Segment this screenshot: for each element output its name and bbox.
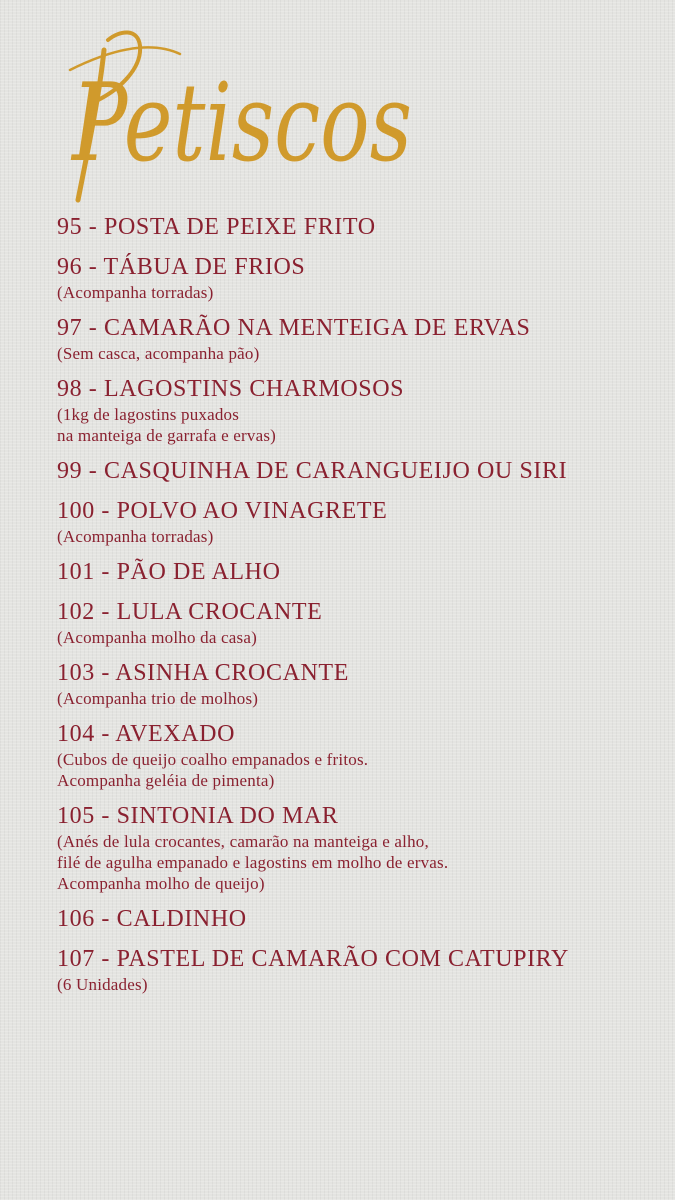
menu-item-name: 104 - AVEXADO bbox=[57, 721, 236, 747]
menu-item-name: 100 - POLVO AO VINAGRETE bbox=[57, 498, 388, 524]
menu-item bbox=[57, 557, 657, 587]
menu-item bbox=[57, 597, 657, 648]
menu-item-name: 106 - CALDINHO bbox=[57, 906, 247, 932]
menu-item-description: (Acompanha molho da casa) bbox=[57, 628, 257, 647]
menu-item-name: 107 - PASTEL DE CAMARÃO COM CATUPIRY bbox=[57, 946, 569, 972]
menu-list bbox=[57, 212, 657, 1005]
menu-title-text: Petiscos bbox=[70, 61, 413, 186]
menu-item-description: (Acompanha torradas) bbox=[57, 283, 214, 302]
menu-item-description: Acompanha molho de queijo) bbox=[57, 874, 265, 893]
menu-item-name: 98 - LAGOSTINS CHARMOSOS bbox=[57, 376, 405, 402]
menu-item-description: (Anés de lula crocantes, camarão na manteiga e alho, bbox=[57, 832, 429, 851]
menu-item-name: 102 - LULA CROCANTE bbox=[57, 599, 323, 625]
menu-item-name: 96 - TÁBUA DE FRIOS bbox=[57, 254, 306, 280]
menu-item-name: 105 - SINTONIA DO MAR bbox=[57, 803, 339, 829]
menu-item-name: 95 - POSTA DE PEIXE FRITO bbox=[57, 214, 376, 240]
menu-title-script bbox=[50, 10, 430, 220]
menu-item bbox=[57, 313, 657, 364]
menu-item-description: (1kg de lagostins puxados bbox=[57, 405, 240, 424]
menu-item-description: (6 Unidades) bbox=[57, 975, 148, 994]
menu-item-description: (Sem casca, acompanha pão) bbox=[57, 344, 260, 363]
menu-item-description: (Cubos de queijo coalho empanados e fritos. bbox=[57, 750, 369, 769]
menu-item-name: 101 - PÃO DE ALHO bbox=[57, 559, 281, 585]
menu-item-name: 97 - CAMARÃO NA MENTEIGA DE ERVAS bbox=[57, 315, 531, 341]
menu-item bbox=[57, 801, 657, 894]
menu-item bbox=[57, 719, 657, 791]
menu-item-description: Acompanha geléia de pimenta) bbox=[57, 771, 275, 790]
menu-item bbox=[57, 252, 657, 303]
menu-item-name: 99 - CASQUINHA DE CARANGUEIJO OU SIRI bbox=[57, 458, 568, 484]
menu-item bbox=[57, 904, 657, 934]
menu-item bbox=[57, 944, 657, 995]
menu-title bbox=[50, 10, 430, 220]
menu-item-description: filé de agulha empanado e lagostins em molho de ervas. bbox=[57, 853, 449, 872]
menu-item bbox=[57, 456, 657, 486]
menu-item-description: na manteiga de garrafa e ervas) bbox=[57, 426, 277, 445]
menu-item bbox=[57, 658, 657, 709]
menu-item bbox=[57, 374, 657, 446]
menu-item-description: (Acompanha trio de molhos) bbox=[57, 689, 259, 708]
menu-item-description: (Acompanha torradas) bbox=[57, 527, 214, 546]
menu-item-name: 103 - ASINHA CROCANTE bbox=[57, 660, 349, 686]
menu-item bbox=[57, 212, 657, 242]
menu-item bbox=[57, 496, 657, 547]
